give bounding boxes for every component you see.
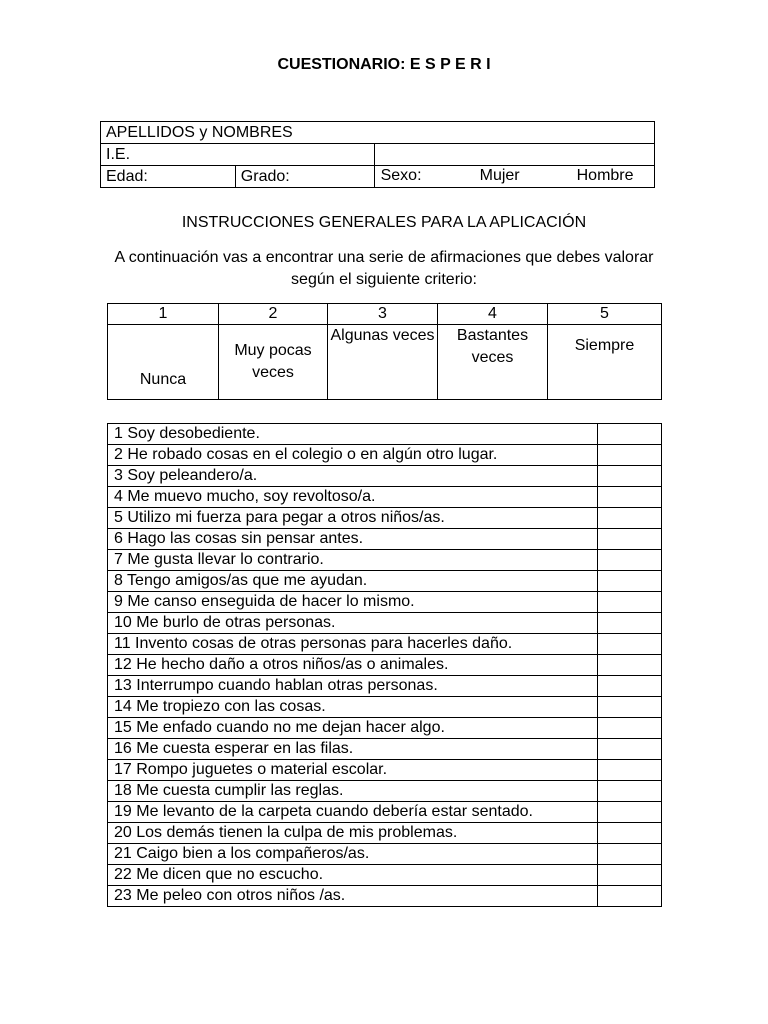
item-answer-cell[interactable] xyxy=(598,529,662,550)
table-row xyxy=(108,424,662,445)
table-row xyxy=(108,529,662,550)
item-statement: 9 Me canso enseguida de hacer lo mismo. xyxy=(108,592,598,613)
sex-field[interactable] xyxy=(374,166,654,188)
item-statement: 7 Me gusta llevar lo contrario. xyxy=(108,550,598,571)
table-row xyxy=(108,781,662,802)
criteria-number: 3 xyxy=(328,304,438,325)
item-statement: 5 Utilizo mi fuerza para pegar a otros niños/as. xyxy=(108,508,598,529)
item-statement: 19 Me levanto de la carpeta cuando debería estar sentado. xyxy=(108,802,598,823)
age-field[interactable]: Edad: xyxy=(101,166,236,188)
item-answer-cell[interactable] xyxy=(598,466,662,487)
item-answer-cell[interactable] xyxy=(598,844,662,865)
table-row xyxy=(108,466,662,487)
item-answer-cell[interactable] xyxy=(598,718,662,739)
criteria-label: Bastantes veces xyxy=(438,325,548,400)
document-title: CUESTIONARIO: E S P E R I xyxy=(277,56,491,73)
instructions-text: A continuación vas a encontrar una serie de afirmaciones que debes valorar según el siguiente criterio: xyxy=(114,249,654,288)
info-row-ie xyxy=(101,144,655,166)
item-answer-cell[interactable] xyxy=(598,697,662,718)
item-statement: 22 Me dicen que no escucho. xyxy=(108,865,598,886)
criteria-number: 1 xyxy=(108,304,219,325)
item-answer-cell[interactable] xyxy=(598,508,662,529)
student-info-table xyxy=(100,121,655,188)
table-row xyxy=(108,592,662,613)
item-answer-cell[interactable] xyxy=(598,760,662,781)
item-statement: 16 Me cuesta esperar en las filas. xyxy=(108,739,598,760)
item-answer-cell[interactable] xyxy=(598,613,662,634)
item-statement: 18 Me cuesta cumplir las reglas. xyxy=(108,781,598,802)
table-row xyxy=(108,760,662,781)
instructions-heading: INSTRUCCIONES GENERALES PARA LA APLICACIÓN xyxy=(181,214,587,231)
table-row xyxy=(108,655,662,676)
criteria-labels-row xyxy=(108,325,662,400)
item-answer-cell[interactable] xyxy=(598,592,662,613)
item-answer-cell[interactable] xyxy=(598,550,662,571)
item-statement: 17 Rompo juguetes o material escolar. xyxy=(108,760,598,781)
table-row xyxy=(108,613,662,634)
item-statement: 14 Me tropiezo con las cosas. xyxy=(108,697,598,718)
table-row xyxy=(108,550,662,571)
criteria-number: 2 xyxy=(219,304,328,325)
item-answer-cell[interactable] xyxy=(598,445,662,466)
table-row xyxy=(108,802,662,823)
item-statement: 12 He hecho daño a otros niños/as o animales. xyxy=(108,655,598,676)
item-statement: 13 Interrumpo cuando hablan otras personas. xyxy=(108,676,598,697)
item-statement: 15 Me enfado cuando no me dejan hacer algo. xyxy=(108,718,598,739)
item-answer-cell[interactable] xyxy=(598,823,662,844)
item-answer-cell[interactable] xyxy=(598,655,662,676)
table-row xyxy=(108,697,662,718)
table-row xyxy=(108,844,662,865)
sex-label: Sexo: xyxy=(380,167,422,184)
sex-option-male[interactable]: Hombre xyxy=(576,167,634,184)
item-answer-cell[interactable] xyxy=(598,634,662,655)
criteria-number: 4 xyxy=(438,304,548,325)
ie-field[interactable]: I.E. xyxy=(101,144,375,166)
item-answer-cell[interactable] xyxy=(598,865,662,886)
ie-extra-cell[interactable] xyxy=(374,144,654,166)
table-row xyxy=(108,634,662,655)
table-row xyxy=(108,508,662,529)
sex-option-female[interactable]: Mujer xyxy=(479,167,520,184)
item-statement: 2 He robado cosas en el colegio o en algún otro lugar. xyxy=(108,445,598,466)
rating-criteria-table xyxy=(107,303,662,400)
item-answer-cell[interactable] xyxy=(598,424,662,445)
item-answer-cell[interactable] xyxy=(598,676,662,697)
table-row xyxy=(108,487,662,508)
info-row-names xyxy=(101,122,655,144)
item-statement: 11 Invento cosas de otras personas para hacerles daño. xyxy=(108,634,598,655)
criteria-number: 5 xyxy=(548,304,662,325)
criteria-label: Muy pocas veces xyxy=(219,325,328,400)
item-answer-cell[interactable] xyxy=(598,739,662,760)
table-row xyxy=(108,571,662,592)
table-row xyxy=(108,718,662,739)
item-statement: 20 Los demás tienen la culpa de mis problemas. xyxy=(108,823,598,844)
grade-field[interactable]: Grado: xyxy=(235,166,374,188)
criteria-label: Siempre xyxy=(548,325,662,400)
item-answer-cell[interactable] xyxy=(598,802,662,823)
item-answer-cell[interactable] xyxy=(598,886,662,907)
info-row-details xyxy=(101,166,655,188)
table-row xyxy=(108,886,662,907)
item-answer-cell[interactable] xyxy=(598,571,662,592)
item-answer-cell[interactable] xyxy=(598,781,662,802)
item-statement: 21 Caigo bien a los compañeros/as. xyxy=(108,844,598,865)
table-row xyxy=(108,445,662,466)
table-row xyxy=(108,676,662,697)
item-statement: 6 Hago las cosas sin pensar antes. xyxy=(108,529,598,550)
item-statement: 4 Me muevo mucho, soy revoltoso/a. xyxy=(108,487,598,508)
item-statement: 8 Tengo amigos/as que me ayudan. xyxy=(108,571,598,592)
item-statement: 10 Me burlo de otras personas. xyxy=(108,613,598,634)
questionnaire-items-table xyxy=(107,423,662,907)
item-answer-cell[interactable] xyxy=(598,487,662,508)
item-statement: 1 Soy desobediente. xyxy=(108,424,598,445)
criteria-label: Algunas veces xyxy=(328,325,438,400)
table-row xyxy=(108,865,662,886)
names-field[interactable]: APELLIDOS y NOMBRES xyxy=(101,122,655,144)
item-statement: 23 Me peleo con otros niños /as. xyxy=(108,886,598,907)
table-row xyxy=(108,739,662,760)
item-statement: 3 Soy peleandero/a. xyxy=(108,466,598,487)
criteria-label: Nunca xyxy=(108,325,219,400)
criteria-numbers-row xyxy=(108,304,662,325)
table-row xyxy=(108,823,662,844)
